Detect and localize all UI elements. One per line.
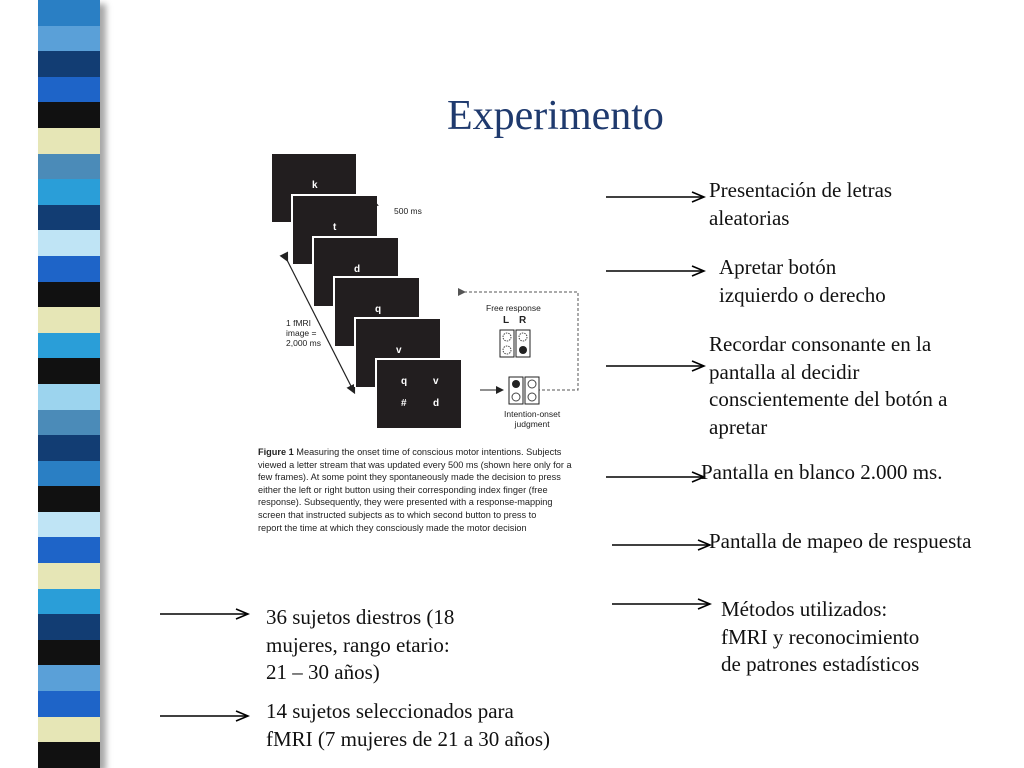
arrow-icon [612, 538, 712, 552]
stripe-segment [38, 282, 100, 308]
stripe-segment [38, 102, 100, 128]
caption-line: report the time at which they consciously made the motor decision [258, 522, 527, 533]
screen-letter: k [312, 180, 318, 191]
stripe-segment [38, 589, 100, 615]
screen-letter: t [333, 222, 337, 233]
mapping-letter: # [401, 398, 407, 409]
annotation-line: Pantalla en blanco 2.000 ms. [701, 460, 943, 484]
fmri-label-line: image = [286, 328, 317, 338]
stripe-segment [38, 717, 100, 743]
stripe-segment [38, 307, 100, 333]
free-response-label: Free response [486, 303, 541, 313]
stripe-segment [38, 26, 100, 52]
screen-letter: d [354, 264, 361, 275]
stripe-segment [38, 179, 100, 205]
timing-label: 500 ms [394, 206, 422, 216]
annotation-letters [709, 177, 892, 232]
stripe-segment [38, 0, 100, 26]
annotation-button [719, 254, 886, 309]
annotation-methods [721, 596, 919, 679]
stripe-segment [38, 51, 100, 77]
caption-line: response). Subsequently, they were presented with a response-mapping [258, 497, 553, 508]
annotation-line: fMRI (7 mujeres de 21 a 30 años) [266, 726, 551, 751]
stripe-segment [38, 205, 100, 231]
mapping-letter: q [401, 376, 408, 387]
stripe-segment [38, 77, 100, 103]
stripe-segment [38, 563, 100, 589]
stripe-segment [38, 154, 100, 180]
judgment-label [504, 409, 560, 429]
arrow-icon [612, 597, 712, 611]
annotation-line: aleatorias [709, 205, 790, 230]
judgment-line: judgment [514, 419, 550, 429]
stripe-segment [38, 384, 100, 410]
annotation-line: mujeres, rango etario: [266, 632, 450, 657]
arrow-icon [606, 190, 706, 204]
stripe-segment [38, 435, 100, 461]
annotation-line: Recordar consonante en la [709, 332, 932, 356]
annotation-line: Pantalla de mapeo de respuesta [709, 529, 972, 553]
mapping-letter: d [433, 398, 440, 409]
fmri-label [286, 318, 321, 348]
stripe-segment [38, 614, 100, 640]
stripe-segment [38, 358, 100, 384]
annotation-line: Apretar botón [719, 255, 837, 279]
experiment-figure [252, 150, 592, 550]
annotation-line: conscientemente del botón a [709, 387, 948, 411]
stripe-segment [38, 256, 100, 282]
stripe-segment [38, 512, 100, 538]
arrow-icon [160, 607, 250, 621]
annotation-mapping [709, 528, 971, 556]
screen-letter: v [396, 345, 402, 356]
stripe-segment [38, 461, 100, 487]
stripe-segment [38, 230, 100, 256]
annotation-line: apretar [709, 414, 768, 439]
caption-line: viewed a letter stream that was updated every 500 ms (shown here only for a [258, 459, 572, 470]
caption-line: screen that instructed subjects as to which second button to press to [258, 509, 537, 520]
fmri-label-line: 1 fMRI [286, 318, 312, 328]
annotation-line: Métodos utilizados: [721, 597, 888, 621]
annotation-line: 36 sujetos diestros (18 [266, 605, 455, 629]
stripe-segment [38, 410, 100, 436]
stripe-segment [38, 128, 100, 154]
stripe-segment [38, 691, 100, 717]
arrow-icon [606, 359, 706, 373]
annotation-line: 21 – 30 años) [266, 660, 380, 684]
caption-line: Measuring the onset time of conscious motor intentions. Subjects [293, 447, 562, 457]
figure-caption [258, 446, 598, 534]
stripe-segment [38, 486, 100, 512]
caption-title: Figure 1 [258, 447, 294, 457]
mapping-letter: v [433, 376, 439, 387]
caption-line: few frames). At some point they spontaneously made the decision to press [258, 472, 561, 483]
stripe-segment [38, 742, 100, 768]
stripe-segment [38, 640, 100, 666]
annotation-selected [266, 698, 550, 753]
stripe-segment [38, 333, 100, 359]
response-mapping-screen [375, 358, 461, 428]
decorative-stripe-bar [38, 0, 100, 768]
stripe-segment [38, 537, 100, 563]
slide-title: Experimento [447, 93, 664, 139]
annotation-blank [701, 459, 942, 487]
annotation-line: 14 sujetos seleccionados para [266, 699, 514, 723]
annotation-line: pantalla al decidir [709, 359, 860, 384]
annotation-subjects [266, 604, 454, 687]
screen-letter: q [375, 304, 382, 315]
judgment-line: Intention-onset [504, 409, 561, 419]
arrow-icon [606, 470, 706, 484]
annotation-recall [709, 331, 948, 441]
stripe-segment [38, 665, 100, 691]
arrow-icon [160, 709, 250, 723]
annotation-line: izquierdo o derecho [719, 282, 886, 307]
button-left-label: L [503, 315, 510, 326]
button-right-label: R [519, 315, 527, 326]
fmri-label-line: 2,000 ms [286, 338, 321, 348]
caption-line: either the left or right button using their corresponding index finger (free [258, 484, 548, 495]
annotation-line: Presentación de letras [709, 178, 893, 202]
annotation-line: fMRI y reconocimiento [721, 624, 920, 649]
arrow-icon [606, 264, 706, 278]
annotation-line: de patrones estadísticos [721, 652, 920, 676]
